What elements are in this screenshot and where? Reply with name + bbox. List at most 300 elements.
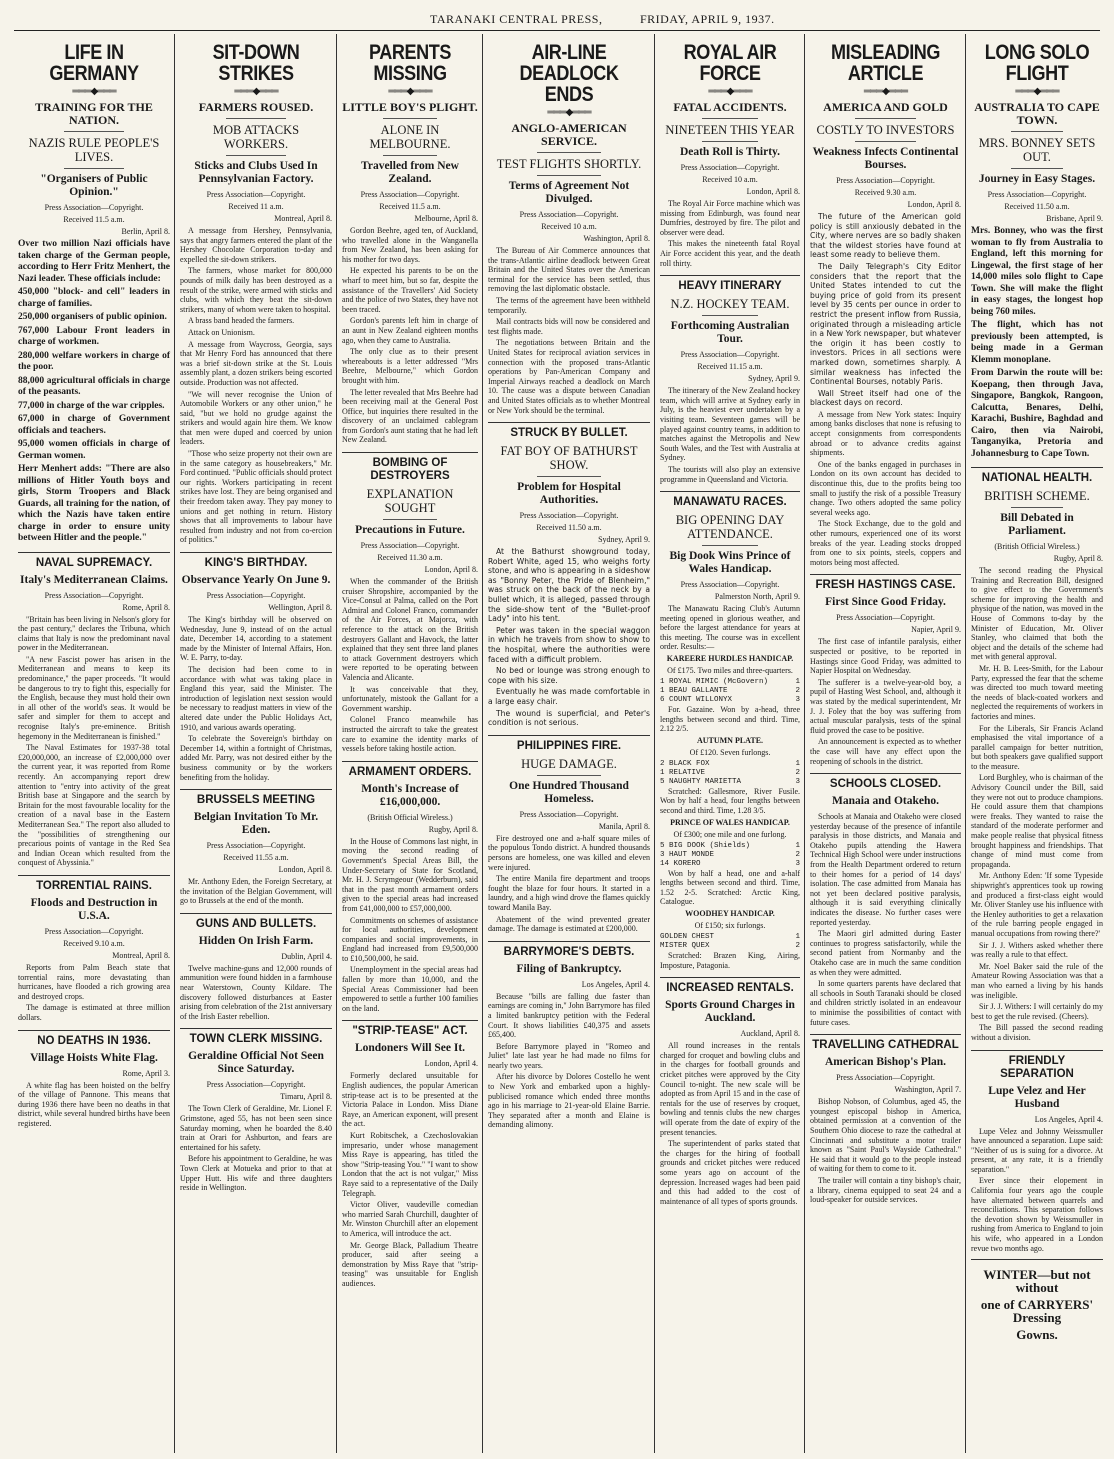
dateline: Manila, April 8.	[598, 821, 650, 831]
received-time: Received 11 a.m.	[228, 202, 284, 211]
paragraph: The Daily Telegraph's City Editor considers that the report that the United States intended to cut the buying price of gold from its present level by 35 cents per ounce in order to restrict the present inflow from Russia, originated through a misleading article in a New York newspaper, but whatever the origin it has been costly to investors. Prices in all sections were marked down, sometimes sharply. A similar weakness has infected the Continental Bourses, notably Paris.	[810, 261, 961, 387]
paragraph: Kurt Robitschek, a Czechoslovakian impresario, under whose management Miss Raye is appearing, has titled the show "Strip-teasing You." "I want to show London that the act is not vulgar," Miss Raye said to a representative of the Daily Telegraph.	[342, 1131, 478, 1198]
story-headline: Village Hoists White Flag.	[30, 1051, 158, 1064]
bold-paragraph: Over two million Nazi officials have taken charge of the German people, according to Herr Fritz Menhert, the Nazi leader. These officials include:	[18, 239, 170, 284]
article	[180, 1028, 332, 1192]
paragraph: The damage is estimated at three million dollars.	[18, 1003, 170, 1022]
deck-headline: NAZIS RULE PEOPLE'S LIVES.	[28, 136, 160, 164]
article	[660, 275, 800, 484]
dateline: Wellington, April 8.	[268, 603, 332, 612]
received-time: Received 11.30 a.m.	[377, 553, 443, 563]
race-info: Of £300; one mile and one furlong.	[673, 829, 787, 839]
story-headline: American Bishop's Plan.	[824, 1056, 947, 1069]
dateline: London, April 8.	[746, 187, 800, 196]
paragraph: A message from Waycross, Georgia, says that Mr Henry Ford has announced that there was a brief sit-down strike at the St. Louis assembly plant, a dozen strikers being escorted outside. Production was not affected.	[180, 339, 332, 387]
result-row	[660, 942, 800, 951]
wire-credit: Press Association—Copyright.	[206, 190, 306, 199]
short-rule	[226, 155, 287, 156]
paragraph: Abatement of the wind prevented greater damage. The damage is estimated at £200,000.	[488, 914, 650, 934]
paragraph: Mr. George Black, Palladium Theatre producer, said after seeing a demonstration by Miss Raye that "strip-teasing" was unsuitable for English audiences.	[342, 1240, 478, 1288]
wire-credit: (British Official Wireless.)	[994, 542, 1080, 551]
received-time: Received 11.5 a.m.	[379, 202, 441, 211]
paragraph: The Maori girl admitted during Easter continues to progress satisfactorily, while the second patient from Normanby and the Otakeho case are in much the same condition as when they were admitted.	[810, 929, 961, 977]
bold-paragraph: 95,000 women officials in charge of German women.	[18, 439, 170, 461]
paragraph: Mr. Anthony Eden, the Foreign Secretary, at the invitation of the Belgian Government, will go to Brussels at the end of the month.	[180, 877, 332, 906]
paragraph: Before his appointment to Geraldine, he was Town Clerk at Motueka and prior to that at Upper Hutt. His wife and three daughters reside in Wellington.	[180, 1154, 332, 1193]
section-headline: BRUSSELS MEETING	[180, 789, 332, 807]
article	[971, 42, 1103, 460]
section-headline: TOWN CLERK MISSING.	[180, 1028, 332, 1046]
wire-credit: Press Association—Copyright.	[836, 613, 935, 623]
short-rule	[1011, 168, 1064, 169]
story-headline: Floods and Destruction in U.S.A.	[30, 896, 158, 922]
paragraph: "A new Fascist power has arisen in the Mediterranean and means to keep its predominance," the paper proceeds. "It would be dangerous to try to fight this, especially for the English, because they must hold their own in all other of the world's seas. It would be safer and simpler for them to accept and recognise Italy's pre-eminence. British hegemony in the Mediterranean is finished."	[18, 654, 170, 741]
race-results	[660, 760, 800, 787]
wire-credit: Press Association—Copyright.	[836, 1073, 935, 1083]
paragraph: In some quarters parents have declared that all schools in South Taranaki should be closed and children strictly isolated in an endeavour to minimise the possibilities of contact with future cases.	[810, 979, 961, 1027]
paper-name: TARANAKI CENTRAL PRESS,	[430, 12, 603, 26]
horse-name: 14 KORERO	[660, 859, 701, 868]
paragraph: No bed or lounge was strong enough to cope with his size.	[488, 666, 650, 685]
paragraph: Gordon's parents left him in charge of an aunt in New Zealand eighteen months ago, when they came to Australia.	[342, 316, 478, 345]
article	[342, 1020, 478, 1288]
section-headline: HEAVY ITINERARY	[660, 275, 800, 293]
story-headline: Problem for Hospital Authorities.	[517, 481, 621, 507]
deck-headline: FAT BOY OF BATHURST SHOW.	[500, 444, 638, 473]
bold-paragraph: Mrs. Bonney, who was the first woman to fly from Australia to England, left this morning for Lingewal, the first stage of her 14,000 miles solo flight to Cape Town. She will make the flight in easy stages, the longest hop being 760 miles.	[971, 226, 1103, 317]
paragraph: Formerly declared unsuitable for English audiences, the popular American strip-tease act is to be presented at the Victoria Palace in London. Miss Diane Raye, an American exponent, will present the act.	[342, 1071, 478, 1129]
paragraph: Sir J. J. Withers: I will certainly do my best to get the rule revised. (Cheers).	[971, 1002, 1103, 1021]
placing: 2	[795, 850, 800, 859]
section-headline: NO DEATHS IN 1936.	[18, 1030, 170, 1048]
race-notes: Scratched: Brazen King, Airing, Imposture, Patagonia.	[660, 951, 800, 970]
paragraph: Ever since their elopement in California four years ago the couple have alternated between quarrels and reconciliations. This separation follows the devotion shown by Weissmuller in rushing from America to England to join his wife, who appeared in a London revue two months ago.	[971, 1176, 1103, 1253]
paragraph: When the commander of the British cruiser Shropshire, accompanied by the Vice-Consul at Palma, called on the Port Admiral and Colonel Franco, commander of the Air Forces, at Majorca, with reference to the attack on the British destroyers Gallant and Havock, the latter explained that they sent three land planes to attack Government destroyers which were reported to be operating between Valencia and Alicante.	[342, 577, 478, 682]
race-name: KAREERE HURDLES HANDICAP.	[666, 654, 794, 664]
masthead-rule	[14, 30, 1100, 31]
bold-paragraph: 77,000 in charge of the war cripples.	[18, 400, 165, 411]
paragraph: The letter revealed that Mrs Beehre had been receiving mail at the General Post Office, but inquiries there resulted in the discovery of an unclaimed cablegram from Gordon's aunt stating that he had left New Zealand.	[342, 387, 478, 445]
paragraph: "Britain has been living in Nelson's glory for the past century," declares the Tribuna, which claims that Italy is now the predominant naval power in the Mediterranean.	[18, 614, 170, 653]
short-rule	[702, 118, 758, 119]
dateline: Los Angeles, April 4.	[581, 979, 650, 989]
dateline: Palmerston North, April 9.	[714, 592, 800, 602]
main-headline: AIR-LINE DEADLOCK ENDS	[519, 41, 619, 106]
wire-credit: Press Association—Copyright.	[519, 210, 619, 219]
short-rule	[537, 775, 602, 776]
deck-headline: N.Z. HOCKEY TEAM.	[670, 297, 790, 312]
dateline: Melbourne, April 8.	[414, 214, 478, 223]
bold-paragraph: 767,000 Labour Front leaders in charge of workmen.	[18, 325, 170, 347]
short-rule	[1011, 131, 1064, 132]
wire-credit: Press Association—Copyright.	[44, 590, 144, 600]
paragraph: Eventually he was made comfortable in a large easy chair.	[488, 687, 650, 706]
paragraph: The second reading the Physical Training and Recreation Bill, designed to give effect to the Government's scheme for improving the health and physique of the nation, was moved in the House of Commons to-day by the Minister of Education, Mr. Oliver Stanley, who claimed that both the object and the details of the scheme had met with general approval.	[971, 566, 1103, 662]
received-time: Received 10 a.m.	[541, 222, 597, 231]
article	[971, 467, 1103, 1043]
placing: 1	[795, 678, 800, 687]
section-headline: TRAVELLING CATHEDRAL	[810, 1034, 961, 1052]
paragraph: Mail contracts bids will now be considered and test flights made.	[488, 317, 650, 336]
paragraph: The terms of the agreement have been withheld temporarily.	[488, 295, 650, 315]
dateline: Washington, April 7.	[894, 1085, 961, 1095]
story-headline: Manaia and Otakeho.	[831, 795, 940, 808]
bold-paragraph: 88,000 agricultural officials in charge of the peasants.	[18, 375, 170, 397]
article	[342, 452, 478, 754]
paragraph: Gordon Beehre, aged ten, of Auckland, who travelled alone in the Wanganella from New Zealand, has been asking for his mother for two days.	[342, 226, 478, 264]
result-row	[660, 778, 800, 787]
story-headline: First Since Good Friday.	[825, 596, 946, 609]
paragraph: To celebrate the Sovereign's birthday on December 14, within a fortnight of Christmas, added Mr. Parry, was not desired either by the business community or by the workers benefiting from the holiday.	[180, 734, 332, 782]
paragraph: Colonel Franco meanwhile has instructed the aircraft to take the greatest care to examine the identity marks of vessels before taking hostile action.	[342, 715, 478, 754]
short-rule	[383, 519, 437, 520]
paragraph: In the House of Commons last night, in moving the second reading of Government's Special Areas Bill, the Under-Secretary of State for Scotland, Mr. H. J. Scrymgeour (Wedderburn), said that in the past month armament orders given to the special areas had increased from £41,000,000 to £57,000,000.	[342, 836, 478, 913]
received-time: Received 11.50 a.m.	[1004, 202, 1070, 211]
story-headline: Forthcoming Australian Tour.	[670, 320, 790, 346]
article	[971, 1259, 1103, 1341]
article	[342, 761, 478, 1014]
main-headline: SIT-DOWN STRIKES	[212, 41, 300, 85]
paragraph: An announcement is expected as to whether the case will have any effect upon the reopening of schools in the district.	[810, 737, 961, 766]
wire-credit: Press Association—Copyright.	[360, 190, 460, 199]
article	[810, 42, 961, 567]
paragraph: The Naval Estimates for 1937-38 total £20,000,000, an increase of £2,000,000 over the current year, it was reported from Rome recently. An accompanying report drew attention to "entry into activity of the great British base at Singapore and the search by Britain for the most favourable locality for the creation of a naval base in the Eastern Mediterranean Sea." The report also alluded to the "possibilities of strengthening our precarious points of vantage in the Red Sea and Indian Ocean which resulted from the conquest of Abyssinia."	[18, 743, 170, 868]
story-headline: Precautions in Future.	[355, 524, 465, 537]
placing: 1	[795, 841, 800, 850]
article	[488, 42, 650, 415]
bold-paragraph: From Darwin the route will be: Koepang, then through Java, Singapore, Bangkok, Rangoon, Calcutta, Benares, Delhi, Karachi, Bushire, Baghdad and Cairo, then via Nairobi, Tanganyika, Pretoria and Johannesburg to Cape Town.	[971, 368, 1103, 459]
section-headline: MANAWATU RACES.	[660, 491, 800, 509]
issue-date: FRIDAY, APRIL 9, 1937.	[640, 12, 775, 26]
paragraph: The sufferer is a twelve-year-old boy, a pupil of Hasting West School, and, although it was stated by the medical superintendent, Mr J. J. Foley that the boy was suffering from actual muscular paralysis, tests of the spinal fluid proved the case to be positive.	[810, 677, 961, 735]
dateline: Napier, April 9.	[911, 625, 961, 635]
paragraph: Commitments on schemes of assistance for local authorities, development companies and social improvements, in England had increased from £9,500,000 to £10,500,000, he said.	[342, 915, 478, 963]
article	[342, 42, 478, 445]
ornament-rule: ═══◆═══	[863, 86, 908, 97]
section-headline: NATIONAL HEALTH.	[971, 467, 1103, 485]
paragraph: The entire Manila fire department and troops fought the blaze for four hours. It started in a laundry, and a high wind drove the flames quickly toward Manila Bay.	[488, 874, 650, 912]
article	[660, 491, 800, 970]
paragraph: The negotiations between Britain and the United States for reciprocal aviation services in connection with the proposed trans-Atlantic operations by Pan-American Company and Imperial Airways reached a deadlock on March 10. The cause was a dispute between Canadian and United States officials as to whether Montreal or New York should be the terminal.	[488, 338, 650, 415]
article	[488, 735, 650, 934]
short-rule	[702, 141, 758, 142]
horse-name: 6 COUNT WILLONYX	[660, 696, 733, 705]
column-3	[338, 36, 482, 1451]
paragraph: Fire destroyed one and a-half square miles of the populous Tondo district. A hundred thousands persons are homeless, one was killed and eleven were injured.	[488, 833, 650, 872]
horse-name: 1 BEAU GALLANTE	[660, 687, 728, 696]
section-headline: BOMBING OF DESTROYERS	[342, 452, 478, 483]
wire-credit: Press Association—Copyright.	[206, 591, 306, 600]
column-7	[967, 36, 1107, 1451]
short-rule	[702, 315, 758, 316]
paragraph: At the Bathurst showground today, Robert White, aged 15, who weighs forty stone, and who is appearing in a sideshow as "Bonny Peter, the Pride of Blenheim," was struck on the back of the neck by a bullet which, it is alleged, passed through the side-show tent of the "Bullet-proof Lady" into his tent.	[488, 547, 650, 624]
sub-headline: AUSTRALIA TO CAPE TOWN.	[974, 100, 1100, 127]
result-row	[660, 851, 800, 860]
paragraph: Lupe Velez and Johnny Weissmuller have announced a separation. Lupe said: "Neither of us is suing for a divorce. At present, at any rate, it is a friendly separation."	[971, 1126, 1103, 1174]
deck-headline: MOB ATTACKS WORKERS.	[212, 123, 300, 151]
paragraph: The tourists will also play an extensive programme in Queensland and Victoria.	[660, 464, 800, 484]
paragraph: The Royal Air Force machine which was missing from Edinburgh, was found near Dumfries, destroyed by fire. The pilot and observer were dead.	[660, 199, 800, 237]
horse-name: MISTER QUEX	[660, 942, 710, 950]
column-1	[14, 36, 174, 1451]
placing: 2	[795, 768, 800, 777]
race-results	[660, 842, 800, 869]
placing: 3	[795, 777, 800, 786]
received-time: Received 11.50 a.m.	[536, 523, 602, 533]
received-time: Received 9.10 a.m.	[63, 938, 125, 948]
main-headline: ROYAL AIR FORCE	[683, 41, 777, 85]
masthead	[300, 12, 1080, 28]
paragraph: Wall Street itself had one of the blackest days on record.	[810, 388, 961, 408]
story-headline: Hidden On Irish Farm.	[198, 934, 314, 947]
bold-paragraph: The flight, which has not previously been attempted, is being made in a German Klemm monoplane.	[971, 320, 1103, 365]
story-headline: Terms of Agreement Not Divulged.	[508, 180, 630, 205]
column-rule	[804, 34, 805, 1453]
placing: 1	[795, 759, 800, 768]
short-rule	[855, 118, 915, 119]
paragraph: The Town Clerk of Geraldine, Mr. Lionel F. Grimstone, aged 55, has not been seen since Saturday morning, when he boarded the 8.40 train at Orari for Ashburton, and fears are entertained for his safety.	[180, 1104, 332, 1152]
short-rule	[1011, 507, 1064, 508]
horse-name: 1 ROYAL MIMIC (McGovern)	[660, 678, 769, 687]
story-headline: Month's Increase of £16,000,000.	[361, 782, 459, 808]
dateline: Timaru, April 8.	[280, 1092, 332, 1102]
section-headline: GUNS AND BULLETS.	[180, 913, 332, 931]
column-rule	[965, 34, 966, 1453]
ad-line: Gowns.	[1016, 1327, 1058, 1343]
story-headline: Lupe Velez and Her Husband	[988, 1084, 1086, 1110]
story-headline: Italy's Mediterranean Claims.	[20, 573, 168, 586]
deck-headline: COSTLY TO INVESTORS	[816, 123, 955, 137]
bold-paragraph: 450,000 "block- and cell" leaders in charge of families.	[18, 287, 170, 309]
dateline: Rugby, April 8.	[428, 824, 478, 834]
paragraph: Lord Burghley, who is chairman of the Advisory Council under the Bill, said they were not out to produce champions. He could assure them that champions were freaks. They wanted to raise the standard of the moderate performer and make people realise that physical fitness brought happiness and friendships. That change of mind must come from propaganda.	[971, 773, 1103, 869]
paragraph: This makes the nineteenth fatal Royal Air Force accident this year, and the death roll thirty.	[660, 239, 800, 268]
article	[180, 42, 332, 545]
article	[180, 552, 332, 782]
bold-paragraph: 67,000 in charge of Government officials and teachers.	[18, 414, 170, 436]
column-6	[806, 36, 965, 1451]
paragraph: The Stock Exchange, due to the gold and other rumours, experienced one of its worst breaks of the year. Leading stocks dropped from one to six points, steels, coppers and motors being most affected.	[810, 519, 961, 567]
received-time: Received 11.5 a.m.	[63, 215, 125, 224]
dateline: London, April 8.	[424, 565, 478, 575]
result-row	[660, 687, 800, 696]
ornament-rule: ═══◆═══	[547, 107, 591, 118]
deck-headline: NINETEEN THIS YEAR	[665, 123, 795, 137]
article	[810, 1034, 961, 1205]
wire-credit: Press Association—Copyright.	[206, 841, 306, 851]
paragraph: The decision had been come to in accordance with what was taking place in England this year, said the Minister. The introduction of legislation next session would be necessary to readjust matters in view of the altered date under the Public Holidays Act, 1910, and various awards operating.	[180, 664, 332, 732]
wire-credit: Press Association—Copyright.	[519, 511, 619, 521]
sub-headline: AMERICA AND GOLD	[823, 100, 948, 114]
result-row	[660, 696, 800, 705]
section-headline: KING'S BIRTHDAY.	[180, 552, 332, 570]
paragraph: The Bill passed the second reading without a division.	[971, 1023, 1103, 1042]
section-headline: STRUCK BY BULLET.	[488, 422, 650, 440]
result-row	[660, 678, 800, 687]
paragraph: Mr. Noel Baker said the rule of the Amateur Rowing Association was that a man who earned a living by his hands was ineligible.	[971, 961, 1103, 1000]
placing: 3	[795, 696, 800, 705]
paragraph: It was conceivable that they, unfortunately, mistook the Gallant for a Government warship.	[342, 684, 478, 713]
result-row	[660, 933, 800, 942]
paragraph: He expected his parents to be on the wharf to meet him, but so far, despite the assistance of the Travellers' Aid Society and the police of two States, they have not been traced.	[342, 266, 478, 314]
paragraph: Mr. H. B. Lees-Smith, for the Labour Party, expressed the fear that the scheme was directed too much toward meeting the needs of black-coated workers and neglected the requirements of workers in factories and mines.	[971, 663, 1103, 721]
horse-name: 3 HAUT MONDE	[660, 850, 715, 859]
main-headline: LONG SOLO FLIGHT	[984, 41, 1090, 85]
column-rule	[482, 34, 483, 1453]
sub-headline: TRAINING FOR THE NATION.	[35, 100, 153, 127]
wire-credit: Press Association—Copyright.	[836, 176, 935, 185]
article	[810, 574, 961, 766]
sub-headline: FARMERS ROUSED.	[198, 100, 314, 114]
column-rule	[174, 34, 175, 1453]
ad-line: one of CARRYERS' Dressing	[980, 1297, 1094, 1326]
dateline: Berlin, April 8.	[121, 227, 170, 236]
paragraph: The King's birthday will be observed on Wednesday, June 9, instead of on the actual date, December 14, according to a statement made by the Minister of Internal Affairs, Hon. W. E. Parry, to-day.	[180, 615, 332, 663]
short-rule	[537, 476, 602, 477]
article	[971, 1050, 1103, 1254]
deck-headline: BRITISH SCHEME.	[984, 489, 1090, 503]
dateline: London, April 4.	[424, 1059, 478, 1069]
dateline: Montreal, April 8.	[112, 950, 170, 960]
ornament-rule: ═══◆═══	[1015, 86, 1059, 97]
dateline: Rome, April 3.	[122, 1068, 170, 1078]
deck-headline: MRS. BONNEY SETS OUT.	[978, 136, 1096, 164]
section-headline: NAVAL SUPREMACY.	[18, 552, 170, 570]
wire-credit: (British Official Wireless.)	[367, 812, 453, 822]
ornament-rule: ═══◆═══	[72, 86, 116, 97]
main-headline: LIFE IN GERMANY	[49, 41, 139, 85]
wire-credit: Press Association—Copyright.	[519, 809, 619, 819]
paragraph: A message from New York states: Inquiry among banks discloses that none is refusing to accept consignments from correspondents abroad or to advance credits against shipments.	[810, 409, 961, 458]
story-headline: Weakness Infects Continental Bourses.	[812, 146, 959, 171]
wire-credit: Press Association—Copyright.	[680, 163, 780, 172]
story-headline: Belgian Invitation To Mr. Eden.	[193, 811, 319, 837]
received-time: Received 9.30 a.m.	[854, 188, 917, 197]
short-rule	[383, 155, 437, 156]
paragraph: "Those who seize property not their own are in the same category as housebreakers," Mr. Ford continued. "Public officials should protect our rights. Workers participating in recent strikes have lost. They are being organised and their freedom taken away. They pay money to unions and get nothing in return. History shows that all improvements to labour have resulted from industry and not from co-ercion of politics."	[180, 449, 332, 545]
wire-credit: Press Association—Copyright.	[680, 350, 780, 360]
paragraph: The trailer will contain a tiny bishop's chair, a library, cinema equipped to seat 24 and a loud-speaker for outside services.	[810, 1175, 961, 1205]
paragraph: The farmers, whose market for 800,000 pounds of milk daily has been destroyed as a result of the strike, were armed with sticks and clubs, with which they beat the sit-down strikers, many of whom were taken to hospital.	[180, 266, 332, 314]
paragraph: The Bureau of Air Commerce announces that the trans-Atlantic airline deadlock between Great Britain and the United States over the American terminal for the service has been settled, thus removing the last diplomatic obstacle.	[488, 246, 650, 294]
advertisement	[971, 1259, 1103, 1341]
story-headline: Journey in Easy Stages.	[978, 173, 1096, 185]
paragraph: Sir J. J. Withers asked whether there was really a rule to that effect.	[971, 940, 1103, 960]
article	[18, 1030, 170, 1129]
column-4	[484, 36, 654, 1451]
article	[18, 875, 170, 1023]
section-headline: PHILIPPINES FIRE.	[488, 735, 650, 753]
section-headline: BARRYMORE'S DEBTS.	[488, 941, 650, 959]
dateline: London, April 8.	[907, 200, 961, 209]
story-headline: Bill Debated in Parliament.	[1000, 512, 1074, 537]
paragraph: Peter was taken in the special waggon in which he travels from show to show to the hospital, where the authorities were faced with a difficult problem.	[488, 625, 650, 664]
wire-credit: Press Association—Copyright.	[206, 1080, 306, 1090]
sub-headline: FATAL ACCIDENTS.	[673, 100, 787, 114]
dateline: Sydney, April 9.	[598, 535, 650, 545]
story-headline: Sports Ground Charges in Auckland.	[665, 999, 795, 1025]
paragraph: Attack on Unionism.	[188, 327, 255, 337]
dateline: Rome, April 8.	[122, 602, 170, 612]
section-headline: FRESH HASTINGS CASE.	[810, 574, 961, 592]
paragraph: Victor Oliver, vaudeville comedian who married Sarah Churchill, daughter of Mr. Winston Churchill after an elopement to America, will introduce the act.	[342, 1200, 478, 1238]
paragraph: Twelve machine-guns and 12,000 rounds of ammunition were found hidden in a farmhouse near Waterstown, County Kildare. The discovery followed disturbances at Easter arising from celebration of the 21st anniversary of the Irish Easter rebellion.	[180, 963, 332, 1021]
dateline: Rugby, April 8.	[1053, 554, 1103, 563]
paragraph: All round increases in the rentals charged for croquet and bowling clubs and in the charges for football grounds and cricket pitches were approved by the City Council to-night. The new scale will be adopted as from April 15 and in the case of rentals for the use of reserves by croquet, bowling and tennis clubs the new charges will operate from the date of expiry of the present tenancies.	[660, 1041, 800, 1137]
ad-line: WINTER—but not without	[983, 1267, 1091, 1296]
ornament-rule: ═══◆═══	[388, 86, 432, 97]
race-info: Of £150; six furlongs.	[694, 921, 766, 930]
paragraph: A brass band headed the farmers.	[188, 316, 295, 326]
paragraph: The only clue as to their present whereabouts is a letter addressed "Mrs Beehre, Melbourne," which Gordon brought with him.	[342, 347, 478, 385]
paragraph: A message from Hershey, Pennsylvania, says that angry farmers entered the plant of the Hershey Chocolate Corporation to-day and expelled the sit-down strikers.	[180, 226, 332, 264]
wire-credit: Press Association—Copyright.	[44, 926, 144, 936]
dateline: Montreal, April 8.	[274, 214, 332, 223]
dateline: London, April 8.	[278, 865, 332, 875]
column-5	[656, 36, 804, 1451]
horse-name: GOLDEN CHEST	[660, 933, 715, 941]
paragraph: Bishop Nobson, of Columbus, aged 45, the youngest episcopal bishop in America, obtained permission at a convention of the Southern Ohio diocese to raze the cathedral at Cincinnati and substitute a motor trailer known as "Saint Paul's Wayside Cathedral." He said that it would go to the people instead of waiting for them to come to it.	[810, 1097, 961, 1174]
dateline: Sydney, April 9.	[748, 374, 800, 384]
race-info: Of £175. Two miles and three-quarters.	[667, 666, 793, 676]
article	[488, 941, 650, 1130]
story-headline: Filing of Bankruptcy.	[516, 962, 622, 975]
story-headline: Big Dook Wins Prince of Wales Handicap.	[669, 550, 791, 576]
section-headline: TORRENTIAL RAINS.	[18, 875, 170, 893]
paragraph: Reports from Palm Beach state that torrential rains, more devastating than hurricanes, have flooded a rich growing area and destroyed crops.	[18, 962, 170, 1001]
paragraph: For the Liberals, Sir Francis Acland emphasised the vital importance of a parallel campaign for better nutrition, but both speakers gave qualified support to the measure.	[971, 723, 1103, 771]
paragraph: After his divorce by Dolores Costello he went to New York and embarked upon a highly-publicised romance which ended three months ago in his marriage to 21-year-old Elaine Barrie. They separated after a month and Elaine is demanding alimony.	[488, 1072, 650, 1130]
placing: 2	[795, 687, 800, 696]
result-row	[660, 760, 800, 769]
story-headline: Geraldine Official Not Seen Since Saturday.	[188, 1050, 324, 1076]
wire-credit: Press Association—Copyright.	[987, 190, 1087, 199]
article	[660, 977, 800, 1206]
paragraph: A white flag has been hoisted on the belfry of the village of Pannone. This means that during 1936 there have been no deaths in that district, while several hundred births have been registered.	[18, 1080, 170, 1128]
article	[180, 913, 332, 1022]
paragraph: Because "bills are falling due faster than earnings are coming in," John Barrymore has filed a limited bankruptcy petition with the Federal Court. It shows liabilities £40,375 and assets £65,400.	[488, 991, 650, 1040]
article	[18, 42, 170, 545]
sub-headline: ANGLO-AMERICAN SERVICE.	[511, 121, 627, 148]
paragraph: "We will never recognise the Union of Automobile Workers or any other union," he said, "but we hold no grudge against the strikers and would again hire them. We know that men were duped and coerced by union leaders.	[180, 389, 332, 447]
received-time: Received 11.55 a.m.	[223, 853, 289, 863]
short-rule	[64, 168, 125, 169]
wire-credit: Press Association—Copyright.	[680, 580, 780, 590]
paragraph: Schools at Manaia and Otakeho were closed yesterday because of the presence of infantile paralysis in those districts, and Manaia and Otakeho pupils attending the Hawera Technical High School were under instructions from the Health Department ordered to return to their homes for a period of 14 days' isolation. The case admitted from Manaia has not yet been declared positive paralysis, although it is said everything clinically indicates the disease. No further cases were reported yesterday.	[810, 812, 961, 927]
section-headline: ARMAMENT ORDERS.	[342, 761, 478, 779]
race-notes: Won by half a head, one and a-half lengths between second and third. Time, 1.52 2-5. Scratched: Arctic King, Catalogue.	[660, 868, 800, 907]
short-rule	[383, 118, 437, 119]
section-headline: INCREASED RENTALS.	[660, 977, 800, 995]
race-notes: For. Gazaine. Won by a-head, three lengths between second and third. Time, 2.12 2/5.	[660, 705, 800, 734]
deck-headline: TEST FLIGHTS SHORTLY.	[496, 157, 642, 171]
paragraph: The first case of infantile paralysis, either suspected or positive, to be reported in Hastings since Good Friday, was admitted to Napier Hospital on Wednesday.	[810, 637, 961, 676]
main-headline: PARENTS MISSING	[369, 41, 451, 85]
story-headline: "Organisers of Public Opinion."	[40, 173, 148, 198]
deck-headline: BIG OPENING DAY ATTENDANCE.	[675, 513, 785, 542]
horse-name: 5 BIG DOOK (Shields)	[660, 841, 751, 850]
result-row	[660, 842, 800, 851]
dateline: Auckland, April 8.	[740, 1029, 800, 1039]
dateline: Dublin, April 4.	[281, 951, 332, 961]
sub-headline: LITTLE BOY'S PLIGHT.	[342, 100, 478, 114]
story-headline: Travelled from New Zealand.	[361, 160, 459, 185]
race-name: WOODHEY HANDICAP.	[685, 909, 775, 918]
paragraph: The Manawatu Racing Club's Autumn meeting opened in glorious weather, and before the largest attendance for years at this meeting. The course was in excellent order. Results:—	[660, 604, 800, 652]
article	[488, 422, 650, 728]
paragraph: Mr. Anthony Eden: 'If some Typeside shipwright's apprentices took up rowing and produced a first-class eight would Mr. Oliver Stanley use his influence with the Henley authorities to get a relaxation of the rule barring people engaged in manual occupations from rowing there?'	[971, 871, 1103, 938]
bold-paragraph: 250,000 organisers of public opinion.	[18, 312, 167, 322]
